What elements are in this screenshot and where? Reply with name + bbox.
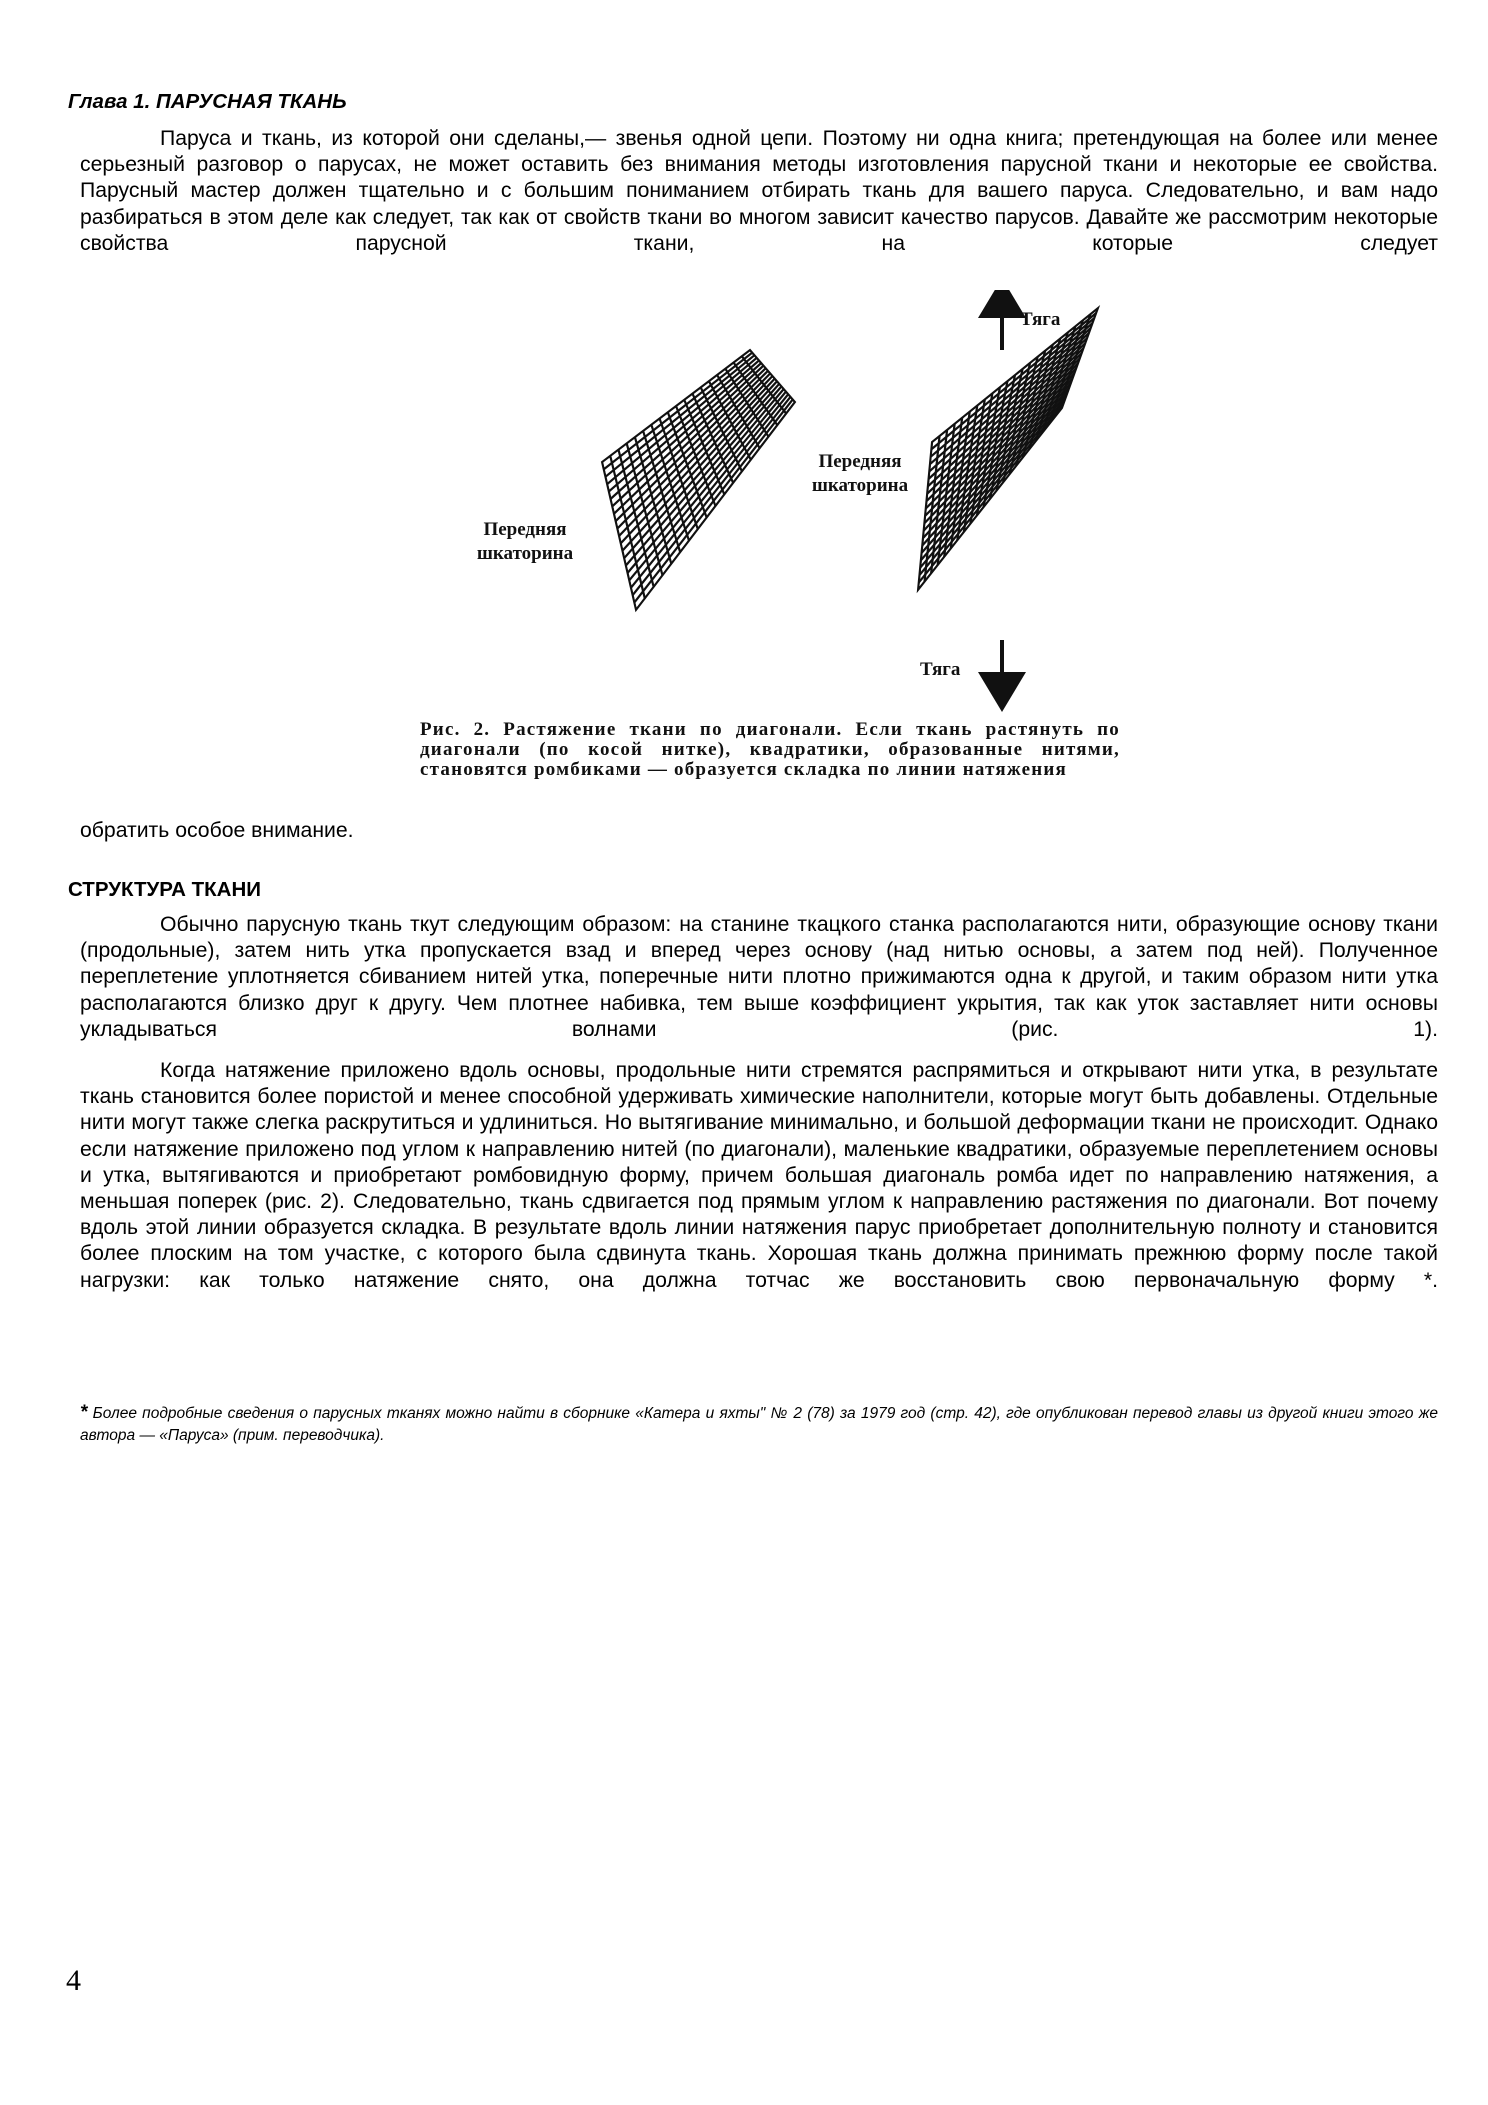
fabric-left-thread-weft — [628, 389, 784, 573]
label-pull-top: Тяга — [1020, 309, 1061, 330]
footnote-marker: * — [80, 1402, 88, 1423]
intro-paragraph-text: Паруса и ткань, из которой они сделаны,— звенья одной цепи. Поэтому ни одна книга; претендующая на более или менее серьезный разговор о парусах, не может оставить без внимания методы изготовления парусной ткани и некоторые ее свойства. Парусный мастер должен тщательно и с большим пониманием отбирать ткань для вашего паруса. Следовательно, и вам надо разбираться в этом деле как следует, так как от свойств ткани во многом зависит качество парусов. Давайте же рассмотрим некоторые свойства парусной ткани, на которые следует — [80, 127, 1438, 255]
structure-paragraph-2 — [80, 1058, 1438, 1294]
page-number: 4 — [66, 1964, 81, 1997]
fabric-diagram — [420, 290, 1140, 720]
intro-paragraph-end: обратить особое внимание. — [80, 819, 354, 842]
figure-fabric-stretch — [420, 290, 1140, 830]
chapter-title: Глава 1. ПАРУСНАЯ ТКАНЬ — [68, 90, 347, 113]
structure-paragraph-1-text: Обычно парусную ткань ткут следующим образом: на станине ткацкого станка располагаются нити, образующие основу ткани (продольные), затем нить утка пропускается взад и вперед через основу (над нитью основы, а затем под ней). Полученное переплетение уплотняется сбиванием нитей утка, поперечные нити плотно прижимаются одна к другой, и таким образом нити утка располагаются близко друг к другу. Чем плотнее набивка, тем выше коэффициент укрытия, так как уток заставляет нити основы укладываться волнами (рис. 1). — [80, 913, 1438, 1041]
footnote-text: Более подробные сведения о парусных тканях можно найти в сборнике «Катера и яхты" № 2 (78) за 1979 год (стр. 42), где опубликован перевод главы из другой книги этого же автора — «Паруса» (прим. переводчика). — [80, 1405, 1438, 1444]
structure-paragraph-1 — [80, 912, 1438, 1043]
label-luff-left: Передняя шкаторина — [476, 519, 574, 564]
figure-caption: Рис. 2. Растяжение ткани по диагонали. Если ткань растянуть по диагонали (по косой нитке), квадратики, образованные нитями, становятся ромбиками — образуется складка по линии натяжения — [420, 719, 1120, 780]
fabric-left-thread-weft — [626, 386, 782, 565]
fabric-right-thread-weft — [926, 353, 1082, 509]
label-pull-bottom: Тяга — [920, 659, 961, 680]
fabric-grid-right — [918, 308, 1098, 590]
intro-paragraph — [80, 126, 1438, 257]
section-title: СТРУКТУРА ТКАНИ — [68, 878, 262, 901]
structure-paragraph-2-text: Когда натяжение приложено вдоль основы, продольные нити стремятся распрямиться и открывают нити утка, в результате ткань становится более пористой и менее способной удерживать химические наполнители, которые могут быть добавлены. Отдельные нити могут также слегка раскрутиться и удлиниться. Но вытягивание минимально, и большой деформации ткани не происходит. Однако если натяжение приложено под углом к направлению нитей (по диагонали), маленькие квадратики, образуемые переплетением основы и утка, вытягиваются и приобретают ромбовидную форму, причем большая диагональ ромба идет по направлению натяжения, а меньшая поперек (рис. 2). Следовательно, ткань сдвигается под прямым углом к направлению растяжения по диагонали. Вот почему вдоль этой линии образуется складка. В результате вдоль линии натяжения парус приобретает дополнительную полноту и становится более плоским на том участке, с которого была сдвинута ткань. Хорошая ткань должна принимать прежнюю форму после такой нагрузки: как только натяжение снято, она должна тотчас же восстановить свою первоначальную форму *. — [80, 1059, 1438, 1292]
footnote — [80, 1402, 1438, 1447]
label-luff-right: Передняя шкаторина — [811, 451, 909, 496]
fabric-right-thread-weft — [925, 358, 1080, 516]
